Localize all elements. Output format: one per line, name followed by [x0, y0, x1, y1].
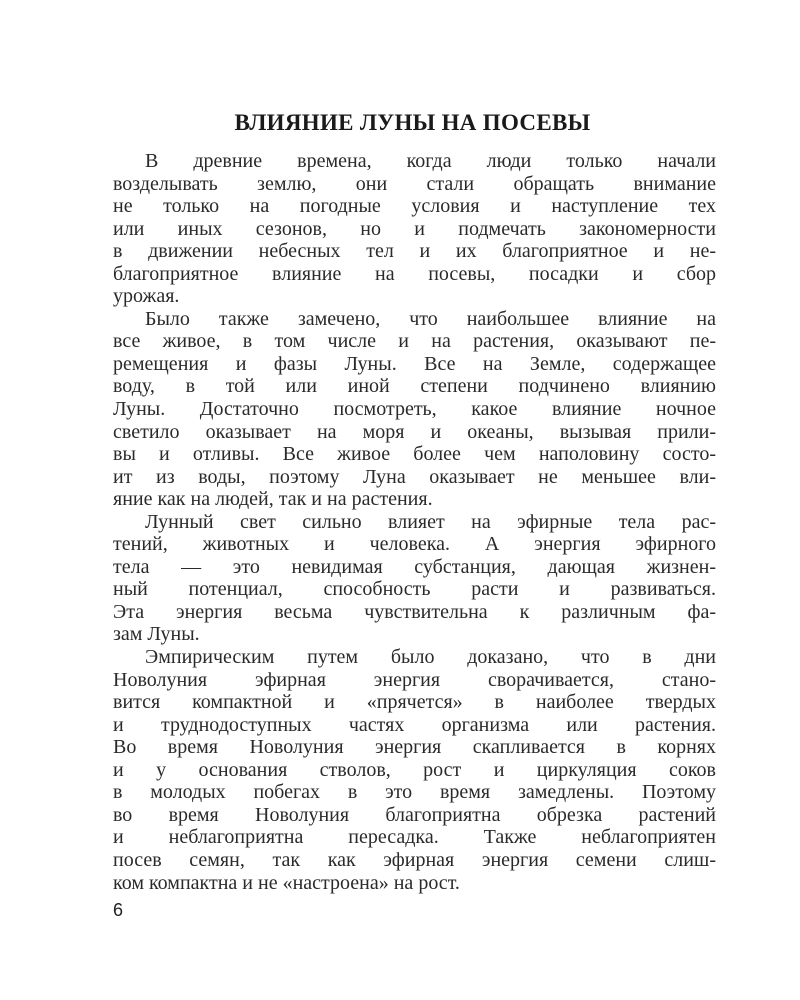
text-line: ком компактна и не «настроена» на рост.	[113, 871, 460, 894]
text-line: Эта энергия весьма чувствительна к различным фа-	[113, 600, 716, 623]
text-line: зам Луны.	[113, 623, 200, 646]
text-line: Луны. Достаточно посмотреть, какое влияние ночное	[113, 398, 716, 421]
text-line: ит из воды, поэтому Луна оказывает не меньшее вли-	[113, 465, 716, 488]
paragraph	[113, 308, 716, 511]
text-line: Во время Новолуния энергия скапливается в корнях	[113, 736, 716, 759]
text-line: Новолуния эфирная энергия сворачивается, стано-	[113, 668, 716, 691]
page-number: 6	[113, 900, 124, 920]
text-line: во время Новолуния благоприятна обрезка растений	[113, 803, 716, 826]
text-line: все живое, в том числе и на растения, оказывают пе-	[113, 330, 716, 353]
paragraph	[113, 646, 716, 894]
text-line: яние как на людей, так и на растения.	[113, 488, 433, 511]
text-line: или иных сезонов, но и подмечать закономерности	[113, 217, 716, 240]
text-line: В древние времена, когда люди только начали	[145, 150, 716, 172]
text-line: светило оказывает на моря и океаны, вызывая прили-	[113, 420, 716, 443]
text-line: тений, животных и человека. А энергия эфирного	[113, 533, 716, 556]
text-line: ный потенциал, способность расти и развиваться.	[113, 578, 716, 601]
text-line: возделывать землю, они стали обращать внимание	[113, 172, 716, 195]
text-line: посев семян, так как эфирная энергия семени слиш-	[113, 848, 716, 871]
text-line: и труднодоступных частях организма или растения.	[113, 713, 716, 736]
text-line: вы и отливы. Все живое более чем наполовину состо-	[113, 443, 716, 466]
text-line: тела — это невидимая субстанция, дающая жизнен-	[113, 555, 716, 578]
text-line: в движении небесных тел и их благоприятное и не-	[113, 240, 716, 263]
text-line: ремещения и фазы Луны. Все на Земле, содержащее	[113, 352, 716, 375]
text-line: благоприятное влияние на посевы, посадки и сбор	[113, 262, 716, 285]
paragraph	[113, 150, 716, 308]
paragraph	[113, 511, 716, 646]
text-line: не только на погодные условия и наступление тех	[113, 195, 716, 218]
text-line: Лунный свет сильно влияет на эфирные тела рас-	[145, 510, 716, 533]
text-line: вится компактной и «прячется» в наиболее твердых	[113, 691, 716, 714]
text-line: Эмпирическим путем было доказано, что в дни	[145, 646, 716, 669]
text-line: воду, в той или иной степени подчинено влиянию	[113, 375, 716, 398]
page-title: ВЛИЯНИЕ ЛУНЫ НА ПОСЕВЫ	[234, 110, 591, 135]
body-text	[113, 150, 716, 894]
text-line: и неблагоприятна пересадка. Также неблагоприятен	[113, 826, 716, 849]
text-line: и у основания стволов, рост и циркуляция соков	[113, 758, 716, 781]
text-line: Было также замечено, что наибольшее влияние на	[145, 307, 716, 330]
text-line: урожая.	[113, 285, 180, 308]
text-line: в молодых побегах в это время замедлены. Поэтому	[113, 781, 716, 804]
